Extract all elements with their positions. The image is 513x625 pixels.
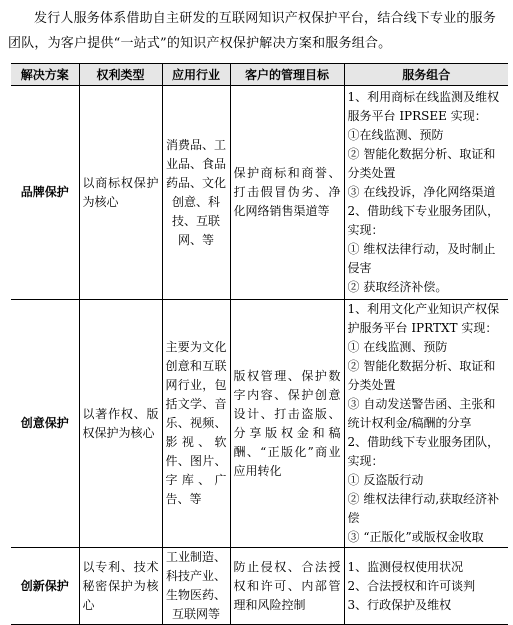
header-management-goal: 客户的管理目标 [230,64,344,86]
service-item: ② 获取经济补偿。 [347,280,448,294]
cell-service-portfolio [344,86,508,300]
service-item: 1、利用文化产业知识产权保护服务平台 IPRTXT 实现： [347,302,500,335]
solutions-table [11,63,508,625]
table-header-row [11,64,508,86]
service-item: ③ 自动发送警告函、主张和统计权利金/稿酬的分享 [347,397,496,430]
cell-industry: 消费品、工业品、食品药品、文化创意、科技、互联网、等 [162,86,230,300]
cell-industry: 工业制造、科技产业、生物医药、互联网等 [162,548,230,625]
cell-scheme: 创意保护 [11,300,79,548]
service-item: 2、借助线下专业服务团队，实现： [347,435,500,468]
service-item: ③ “正版化”或版权金收取 [347,530,484,544]
service-item: ② 维权法律行动,获取经济补偿 [347,492,500,525]
header-right-type: 权利类型 [79,64,162,86]
service-item: 2、合法授权和许可谈判 [347,578,476,593]
service-item: ①在线监测、预防 [347,128,444,142]
cell-management-goal: 版权管理、保护数字内容、保护创意设计、打击盗版、分享版权金和稿酬、“正版化”商业应用转化 [230,300,344,548]
service-item: ③ 在线投诉，净化网络渠道 [347,185,496,199]
header-industry: 应用行业 [162,64,230,86]
table-row-creative [11,300,508,548]
service-item: ② 智能化数据分析、取证和分类处置 [347,359,496,392]
intro-paragraph: 发行人服务体系借助自主研发的互联网知识产权保护平台，结合线下专业的服务团队，为客户提供“一站式”的知识产权保护解决方案和服务组合。 [8,11,497,51]
service-item: ① 反盗版行动 [347,473,424,487]
cell-service-portfolio [344,548,508,625]
service-item: 1、监测侵权使用状况 [347,559,464,574]
header-scheme: 解决方案 [11,64,79,86]
cell-industry: 主要为文化创意和互联网行业，包括文学、音乐、视频、影视、软件、图片、字库、广告、等 [162,300,230,548]
service-item: 2、借助线下专业服务团队，实现： [347,204,500,237]
service-item: ① 在线监测、预防 [347,340,448,354]
cell-right-type: 以商标权保护为核心 [79,86,162,300]
cell-scheme: 品牌保护 [11,86,79,300]
cell-management-goal: 防止侵权、合法授权和许可、内部管理和风险控制 [230,548,344,625]
header-service-portfolio: 服务组合 [344,64,508,86]
cell-right-type: 以著作权、版权保护为核心 [79,300,162,548]
table-row-innovation [11,548,508,625]
service-item: 1、利用商标在线监测及维权服务平台 IPRSEE 实现： [347,90,500,123]
cell-right-type: 以专利、技术秘密保护为核心 [79,548,162,625]
service-item: 3、行政保护及维权 [347,597,452,612]
cell-service-portfolio [344,300,508,548]
table-row-brand [11,86,508,300]
service-item: ② 智能化数据分析、取证和分类处置 [347,147,496,180]
service-item: ① 维权法律行动，及时制止侵害 [347,242,496,275]
cell-management-goal: 保护商标和商誉、打击假冒伪劣、净化网络销售渠道等 [230,86,344,300]
cell-scheme: 创新保护 [11,548,79,625]
